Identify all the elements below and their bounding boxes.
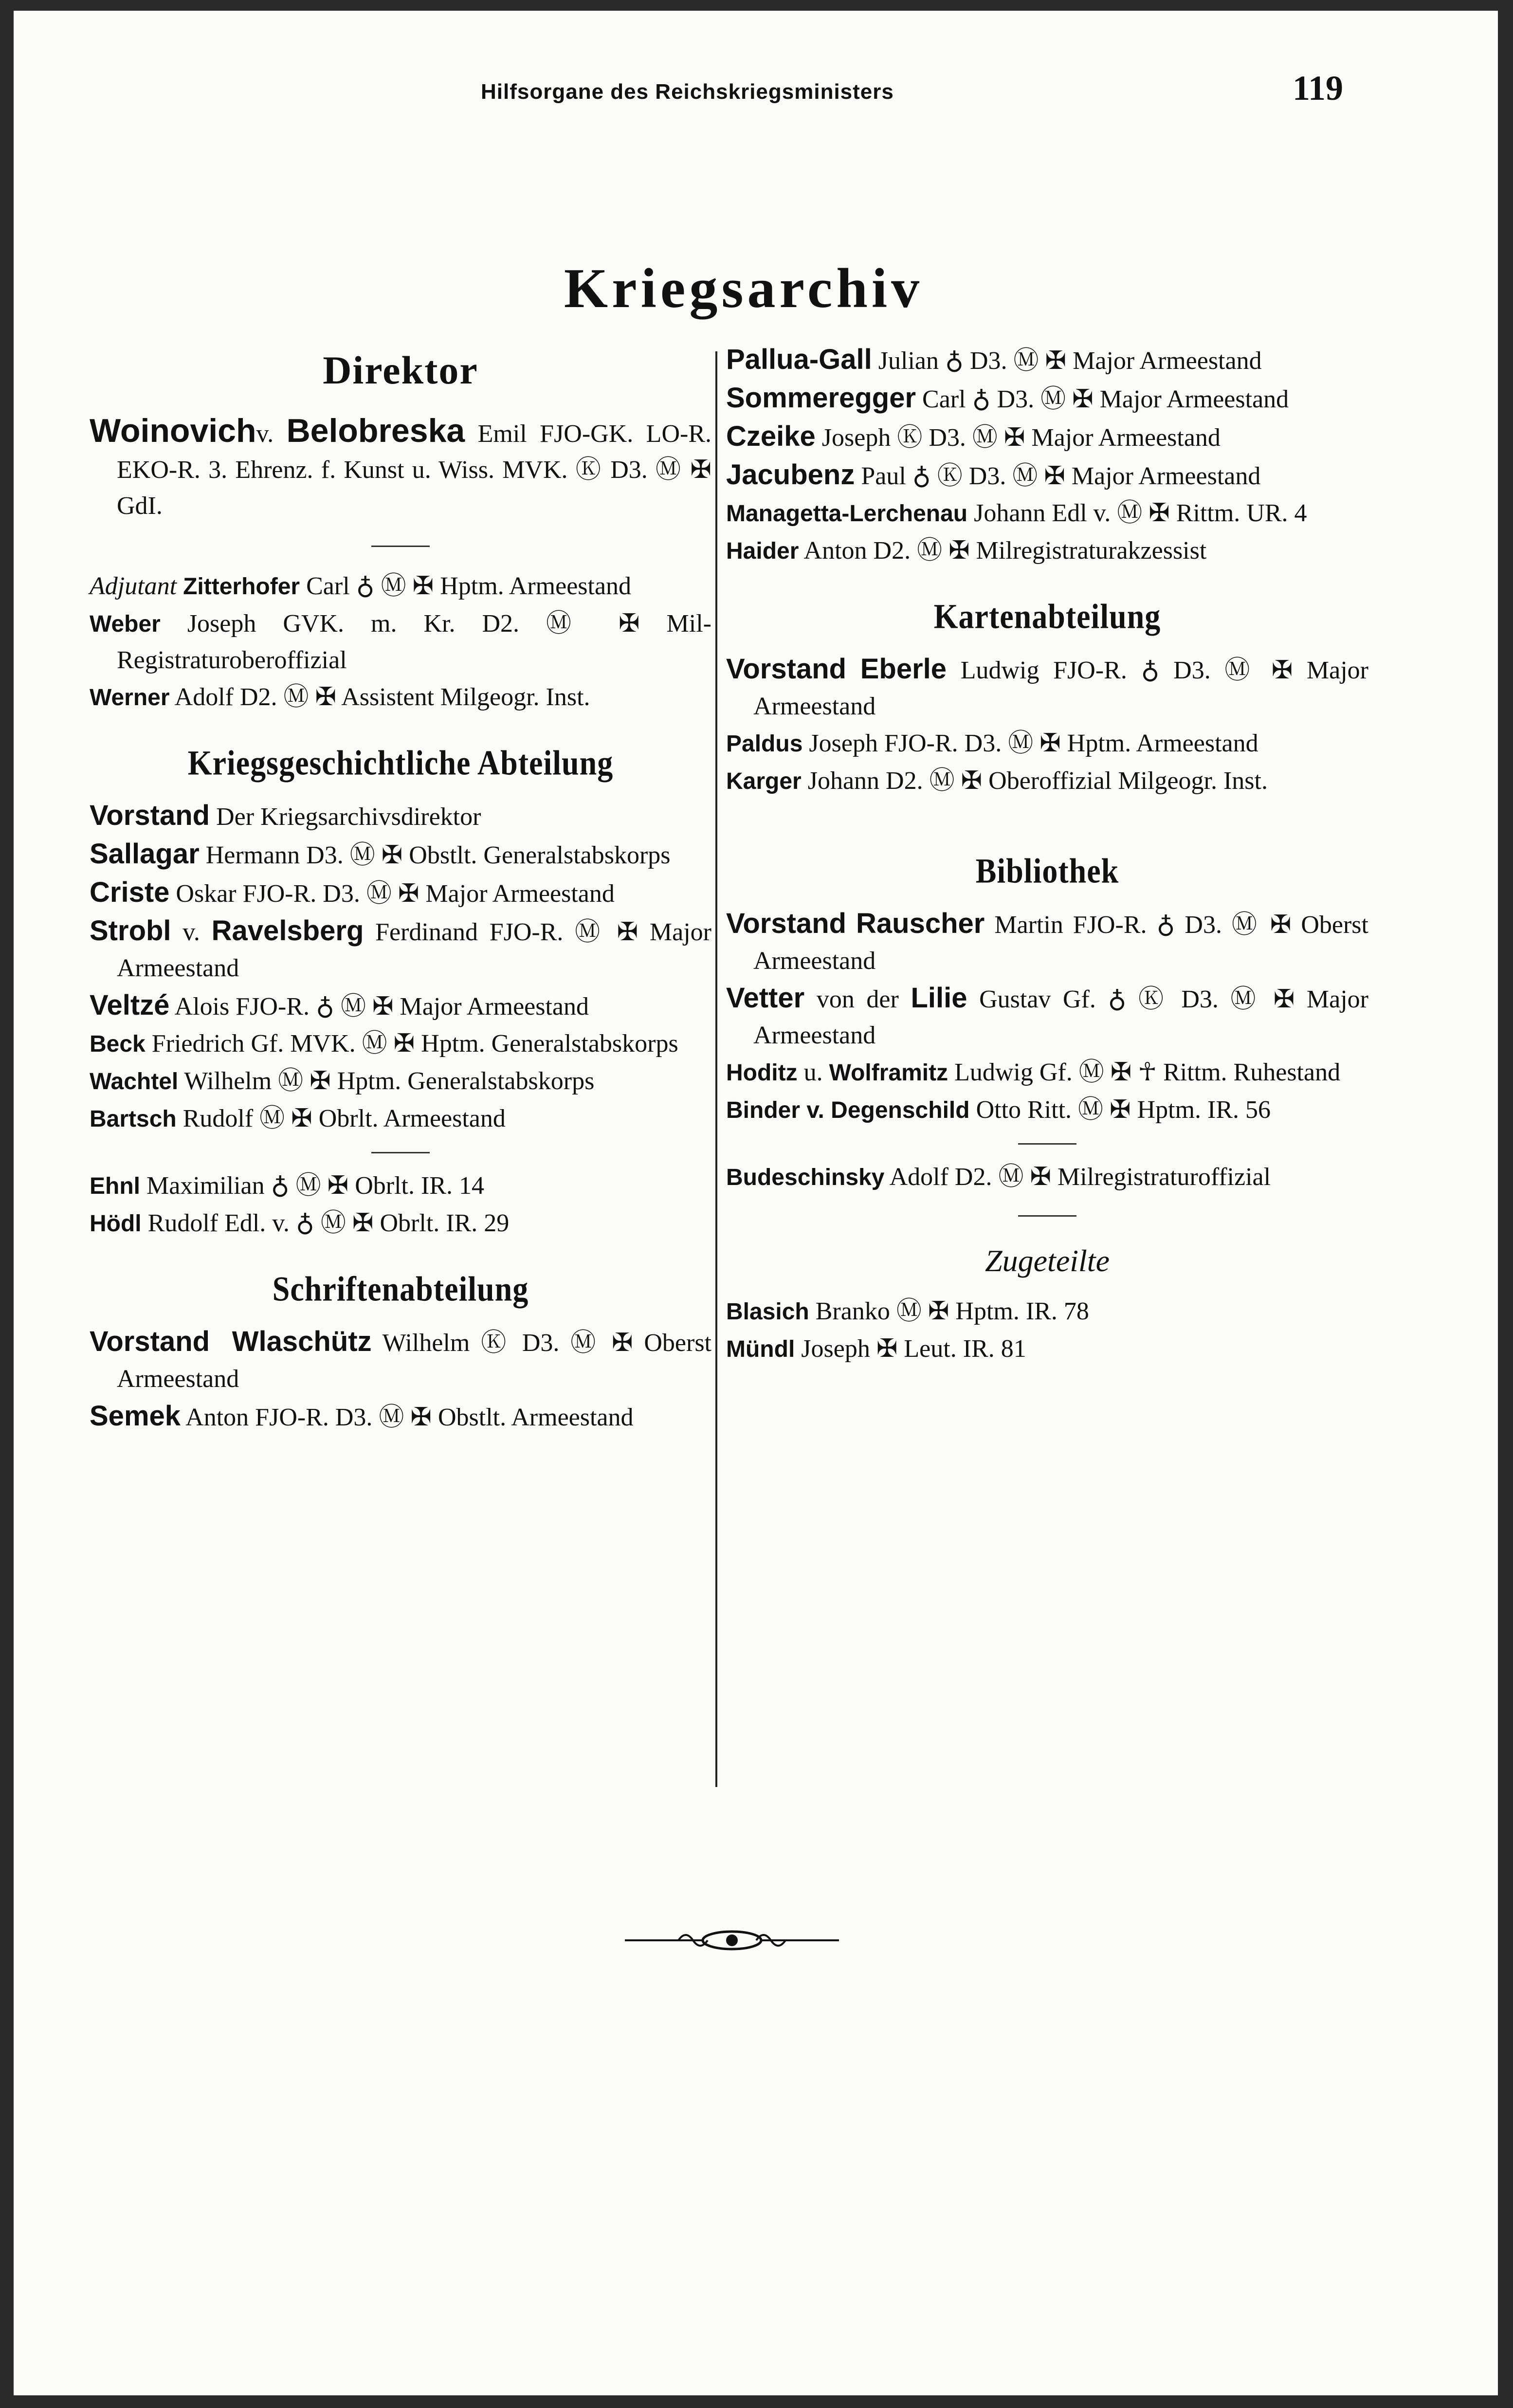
divider — [1018, 1215, 1076, 1217]
list-item: Vorstand Wlaschütz Wilhelm Ⓚ D3. Ⓜ ✠ Oberst Armeestand — [90, 1326, 711, 1393]
section-title-karten: Kartenabteilung — [933, 597, 1161, 636]
list-item: Haider Anton D2. Ⓜ ✠ Milregistraturakzessist — [726, 537, 1207, 565]
list-item: Czeike Joseph Ⓚ D3. Ⓜ ✠ Major Armeestand — [726, 420, 1221, 452]
section-title-zugeteilte: Zugeteilte — [985, 1243, 1110, 1278]
list-item: Ehnl Maximilian ♁ Ⓜ ✠ Obrlt. IR. 14 — [90, 1172, 484, 1200]
list-item: Criste Oskar FJO-R. D3. Ⓜ ✠ Major Armeestand — [90, 876, 615, 908]
divider — [371, 1152, 430, 1153]
section-title-schriften: Schriftenabteilung — [272, 1269, 529, 1309]
list-item: Vorstand Eberle Ludwig FJO-R. ♁ D3. Ⓜ ✠ Major Armeestand — [726, 653, 1368, 720]
list-item: Wachtel Wilhelm Ⓜ ✠ Hptm. Generalstabskorps — [90, 1067, 595, 1095]
column-divider — [715, 351, 717, 1787]
book-page — [14, 11, 1498, 2395]
left-column — [90, 342, 711, 1437]
list-item: Budeschinsky Adolf D2. Ⓜ ✠ Milregistraturoffizial — [726, 1163, 1271, 1191]
page-number: 119 — [1293, 69, 1344, 108]
list-item: Adjutant Zitterhofer Carl ♁ Ⓜ ✠ Hptm. Armeestand — [90, 572, 632, 600]
list-item: Veltzé Alois FJO-R. ♁ Ⓜ ✠ Major Armeestand — [90, 989, 589, 1021]
list-item: Semek Anton FJO-R. D3. Ⓜ ✠ Obstlt. Armeestand — [90, 1400, 634, 1432]
ornament-icon — [625, 1923, 839, 1957]
list-item: Werner Adolf D2. Ⓜ ✠ Assistent Milgeogr. Inst. — [90, 683, 590, 711]
list-item: Sommeregger Carl ♁ D3. Ⓜ ✠ Major Armeestand — [726, 382, 1289, 414]
list-item: Woinovichv. Belobreska Emil FJO-GK. LO-R. EKO-R. 3. Ehrenz. f. Kunst u. Wiss. MVK. Ⓚ D3. Ⓜ ✠ GdI. — [90, 412, 712, 520]
list-item: Hödl Rudolf Edl. v. ♁ Ⓜ ✠ Obrlt. IR. 29 — [90, 1209, 510, 1237]
divider — [1018, 1143, 1076, 1145]
list-item: Mündl Joseph ✠ Leut. IR. 81 — [726, 1335, 1026, 1363]
list-item: Weber Joseph GVK. m. Kr. D2. Ⓜ ✠ Mil-Registraturoberoffizial — [90, 610, 711, 674]
list-item: Blasich Branko Ⓜ ✠ Hptm. IR. 78 — [726, 1297, 1089, 1325]
list-item: Bartsch Rudolf Ⓜ ✠ Obrlt. Armeestand — [90, 1105, 506, 1132]
list-item: Binder v. Degenschild Otto Ritt. Ⓜ ✠ Hptm. IR. 56 — [726, 1096, 1271, 1124]
right-column — [726, 342, 1368, 1368]
list-item: Hoditz u. Wolframitz Ludwig Gf. Ⓜ ✠ ☥ Rittm. Ruhestand — [726, 1058, 1341, 1086]
list-item: Managetta-Lerchenau Johann Edl v. Ⓜ ✠ Rittm. UR. 4 — [726, 499, 1307, 527]
list-item: Sallagar Hermann D3. Ⓜ ✠ Obstlt. Generalstabskorps — [90, 838, 671, 870]
section-title-kriegsgeschichtliche: Kriegsgeschichtliche Abteilung — [187, 743, 614, 783]
list-item: Vetter von der Lilie Gustav Gf. ♁ Ⓚ D3. Ⓜ ✠ Major Armeestand — [726, 982, 1368, 1049]
running-head: Hilfsorgane des Reichskriegsministers — [481, 80, 894, 104]
section-title-bibliothek: Bibliothek — [975, 851, 1119, 891]
list-item: Karger Johann D2. Ⓜ ✠ Oberoffizial Milgeogr. Inst. — [726, 767, 1268, 795]
list-item: Strobl v. Ravelsberg Ferdinand FJO-R. Ⓜ ✠ Major Armeestand — [90, 915, 711, 982]
list-item: Beck Friedrich Gf. MVK. Ⓜ ✠ Hptm. Generalstabskorps — [90, 1030, 678, 1058]
section-title-direktor: Direktor — [323, 348, 478, 392]
list-item: Pallua-Gall Julian ♁ D3. Ⓜ ✠ Major Armeestand — [726, 344, 1262, 375]
list-item: Vorstand Rauscher Martin FJO-R. ♁ D3. Ⓜ ✠ Oberst Armeestand — [726, 908, 1368, 975]
page-title: Kriegsarchiv — [564, 257, 924, 320]
divider — [371, 546, 430, 547]
list-item: Jacubenz Paul ♁ Ⓚ D3. Ⓜ ✠ Major Armeestand — [726, 459, 1261, 491]
list-item: Vorstand Der Kriegsarchivsdirektor — [90, 800, 481, 831]
list-item: Paldus Joseph FJO-R. D3. Ⓜ ✠ Hptm. Armeestand — [726, 730, 1258, 757]
